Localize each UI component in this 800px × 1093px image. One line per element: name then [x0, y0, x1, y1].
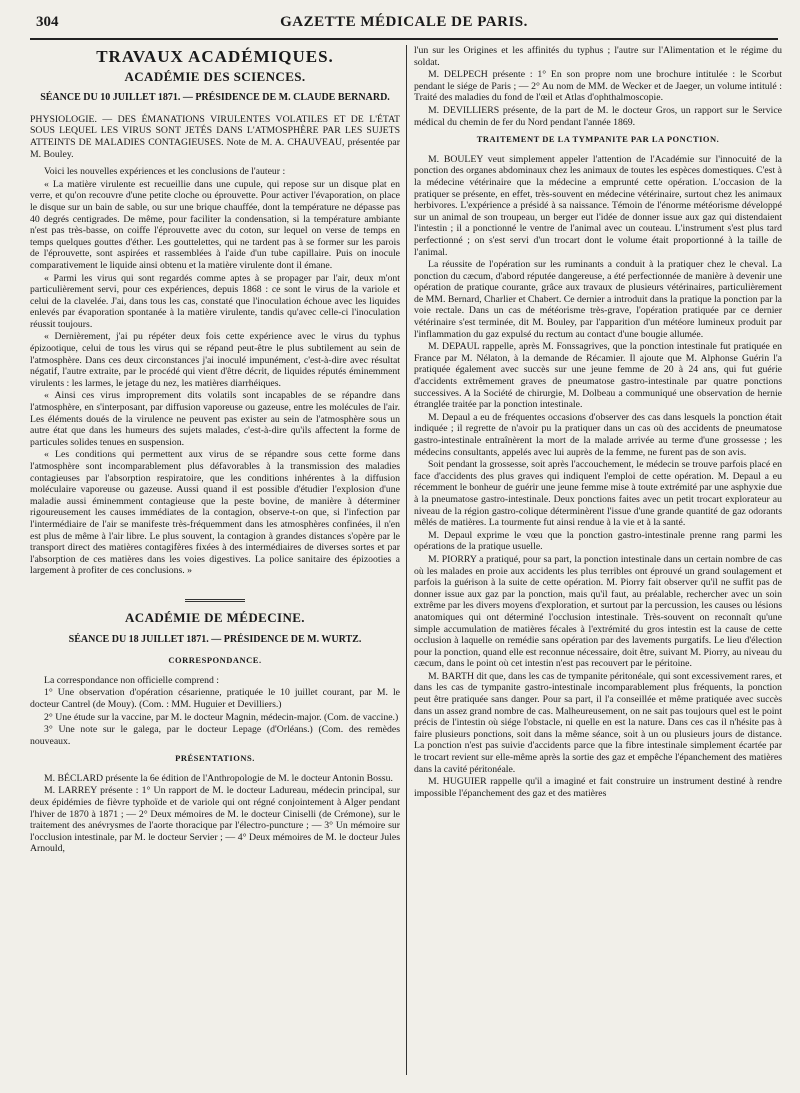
- section-separator: [185, 599, 245, 604]
- paragraph: M. PIORRY a pratiqué, pour sa part, la ponction intestinale dans un certain nombre de cas où les malades en proie aux accidents les plus terribles ont éprouvé un grand soulagement et parfois la guérison à la suite de cette opération. M. Piorry fait observer qu'il ne suffit pas de donner issue aux gaz par la ponction, mais qu'il faut, au préalable, rechercher avec un soin extrême par les divers moyens d'exploration, et surtout par la percussion, les causes ou lésions anatomiques qui ont déterminé l'occlusion intestinale. Très-souvent on reconnaît qu'une simple accumulation de matières fécales à l'extrémité du gros intestin est la cause de cette occlusion à laquelle on remédie sans opération par des lavements purgatifs. Le lieu d'élection pour la ponction, quand elle est reconnue nécessaire, doit être, suivant M. Piorry, au niveau du cæcum, dans le point où cet intestin n'est pas recouvert par le péritoine.: [414, 553, 782, 670]
- paragraph: « Parmi les virus qui sont regardés comme aptes à se propager par l'air, deux m'ont particulièrement servi, pour ces expériences, depuis 1868 : ce sont le virus de la variole et celui de la clavelée. J'ai, dans tous les cas, constaté que l'inoculation échoue avec les liquides enlevés par évaporation spontanée à la matière virulente, tandis qu'avec celle-ci l'inoculation réussit toujours.: [30, 272, 400, 330]
- paragraph: M. BARTH dit que, dans les cas de tympanite péritonéale, qui sont excessivement rares, et dans les cas de tympanite gastro-intestinale incomparablement plus fréquents, la ponction peut être pratiquée sans danger. Pour sa part, il l'a conseillée et même pratiquée avec succès dans un assez grand nombre de cas. Malheureusement, on ne sait pas toujours quel est le point précis de l'intestin où siége l'obstacle, ni quelle en est la nature. Dans ces cas il n'hésite pas à faire plusieurs ponctions, soit dans la même séance, soit à un ou plusieurs jours de distance. La ponction n'est pas suivie d'accidents parce que la fibre intestinale simplement écartée par le trocart revient sur elle-même après la sortie des gaz et empêche l'épanchement des matières dans la cavité péritonéale.: [414, 670, 782, 775]
- paragraph: M. BÉCLARD présente la 6e édition de l'Anthropologie de M. le docteur Antonin Bossu.: [44, 772, 393, 784]
- paragraph: « Ainsi ces virus improprement dits volatils sont incapables de se répandre dans l'atmosphère, en s'interposant, par diffusion vaporeuse ou gazeuse, entre les molécules de l'air. Les éléments doués de la virulence ne peuvent pas exister au sein de l'atmosphère sous un autre état que dans les humeurs des sujets malades, c'est-à-dire qu'ils affectent la forme de particules solides tenues en suspension.: [30, 390, 400, 448]
- page-header: [30, 12, 778, 40]
- page-number: 304: [36, 14, 59, 30]
- paragraph: « Dernièrement, j'ai pu répéter deux fois cette expérience avec le virus du typhus épizootique, celui de tous les virus qui se répand peut-être le plus subtilement au sein de l'atmosphère. Dans ces deux circonstances j'ai inoculé impunément, c'est-à-dire avec résultat négatif, l'autre extraite, par le procédé qui vient d'être décrit, de liquides réputés éminemment virulents : les larmes, le jetage du nez, les matières diarrhéiques.: [30, 331, 400, 389]
- journal-title: GAZETTE MÉDICALE DE PARIS.: [280, 14, 528, 30]
- paragraph: M. Depaul exprime le vœu que la ponction gastro-intestinale prenne rang parmi les opérations de la pratique usuelle.: [414, 529, 782, 553]
- seance-heading-2: SÉANCE DU 18 JUILLET 1871. — PRÉSIDENCE DE M. WURTZ.: [68, 633, 362, 645]
- list-item: 3° Une note sur le galega, par le docteur Lepage (d'Orléans.) (Com. des remèdes nouveaux.: [30, 724, 400, 747]
- seance-heading-1: SÉANCE DU 10 JUILLET 1871. — PRÉSIDENCE DE M. CLAUDE BERNARD.: [40, 92, 390, 104]
- left-column: [30, 45, 400, 1085]
- paragraph: La correspondance non officielle comprend :: [44, 674, 219, 686]
- paragraph: « La matière virulente est recueillie dans une cupule, qui repose sur un disque plat en verre, et qu'on recouvre d'une petite cloche ou éprouvette. Pour activer l'évaporation, on place le disque sur un bain de sable, ou sur une brique chauffée, dont la température ne dépasse pas 40 degrés centigrades. De même, pour faciliter la condensation, si la température ambiante n'est pas très-basse, on coiffe l'éprouvette avec du coton, sur lequel on verse de temps en temps quelques gouttes d'éther. Les gouttelettes, qui ne tardent pas à se former sur les parois de l'éprouvette, sont aspirées et rassemblées à l'aide d'un tube capillaire. Puis on inocule comparativement le liquide ainsi obtenu et la matière virulente dont il émane.: [30, 178, 400, 271]
- paragraph: Soit pendant la grossesse, soit après l'accouchement, le médecin se trouve parfois placé en face d'accidents des plus graves qui indiquent l'emploi de cette opération. M. Depaul a eu récemment le bonheur de guérir une jeune femme mise à toute extrémité par une asphyxie due à la pneumatose gastro-intestinale. Deux ponctions faites avec un petit trocart explorateur au niveau de la région gastro-colique déterminèrent l'issue d'une grande quantité de gaz odorants mêlés de matières. La tourmente fut ainsi rendue à la vie et à la santé.: [414, 459, 782, 529]
- column-divider: [406, 45, 407, 1075]
- academy-sciences-heading: ACADÉMIE DES SCIENCES.: [124, 68, 306, 84]
- paragraph: M. Depaul a eu de fréquentes occasions d'observer des cas dans lesquels la ponction était indiquée ; il regrette de n'avoir pu la pratiquer dans un cas où des accidents de pneumatose gastro-intestinale entraînèrent la mort de la malade arrivée au terme d'une grossesse ; les médecins consultants, appelés avec lui auprès de la femme, ne furent pas de son avis.: [414, 411, 782, 458]
- tympanite-subtitle: TRAITEMENT DE LA TYMPANITE PAR LA PONCTION.: [476, 134, 720, 145]
- paragraph: M. DEPAUL rappelle, après M. Fonssagrives, que la ponction intestinale fut pratiquée en France par M. Nélaton, à la demande de Récamier. Il ajoute que M. Alphonse Guérin l'a pratiquée également avec succès sur une jeune femme de 20 à 24 ans, qui fut guérie d'accidents extrêmement graves de pneumatose gastro-intestinale par quatre ponctions successives. A la Société de chirurgie, M. Dolbeau a communiqué une observation de hernie étranglée traitée par la ponction intestinale.: [414, 341, 782, 411]
- paragraph: M. BOULEY veut simplement appeler l'attention de l'Académie sur l'innocuité de la ponction des organes abdominaux chez les animaux de toutes les espèces domestiques. C'est à la médecine vétérinaire que la médecine a emprunté cette opération. L'occasion de la pratiquer se présente, en effet, très-souvent en médecine vétérinaire, surtout chez les animaux herbivores. L'expérience a présidé à sa naissance. Témoin de l'énorme météorisme développé sur un animal de son troupeau, un berger eut l'idée de donner issue aux gaz qui distendaient l'intestin ; il a ponctionné le ventre de l'animal avec un couteau. L'instrument s'est plus tard perfectionné ; on s'est servi d'un trocart dont le volume était proportionné à la taille de l'animal.: [414, 153, 782, 258]
- paragraph: M. DEVILLIERS présente, de la part de M. le docteur Gros, un rapport sur le Service médical du chemin de fer du Nord pendant l'année 1869.: [414, 104, 782, 128]
- section-title: TRAVAUX ACADÉMIQUES.: [96, 47, 334, 66]
- academy-medecine-heading: ACADÉMIE DE MÉDECINE.: [125, 609, 305, 625]
- list-item: 1° Une observation d'opération césarienne, pratiquée le 10 juillet courant, par M. le docteur Cantrel (de Mouy). (Com. : MM. Huguier et Devilliers.): [30, 687, 400, 710]
- article-abstract: PHYSIOLOGIE. — DES ÉMANATIONS VIRULENTES VOLATILES ET DE L'ÉTAT SOUS LEQUEL LES VIRUS SONT JETÉS DANS L'ATMOSPHÈRE PAR LES SUJETS ATTEINTS DE MALADIES CONTAGIEUSES. Note de M. A. CHAUVEAU, présentée par M. Bouley.: [30, 113, 400, 160]
- presentations-heading: PRÉSENTATIONS.: [175, 753, 255, 764]
- correspondance-heading: CORRESPONDANCE.: [168, 655, 262, 666]
- paragraph: La réussite de l'opération sur les ruminants a conduit à la pratiquer chez le cheval. La ponction du cæcum, d'abord réputée dangereuse, a été perfectionnée de manière à devenir une opération de pratique courante, grâce aux travaux de plusieurs vétérinaires, particulièrement de MM. Bernard, Charlier et Chabert. Ce dernier a introduit dans la pratique la ponction par la voie rectale. Dans un cas de météorisme très-grave, l'opération pratiquée par ce dernier vétérinaire s'est terminée, dit M. Bouley, par l'apparition d'un météore lumineux produit par l'inflammation du gaz expulsé du rectum au contact d'une bougie allumée.: [414, 259, 782, 340]
- list-item: 2° Une étude sur la vaccine, par M. le docteur Magnin, médecin-major. (Com. de vaccine.): [44, 711, 399, 723]
- paragraph: M. LARREY présente : 1° Un rapport de M. le docteur Ladureau, médecin principal, sur deux épidémies de fièvre typhoïde et de variole qui ont régné conjointement à Alger pendant l'hiver de 1870 à 1871 ; — 2° Deux mémoires de M. le docteur Ciniselli (de Crémone), sur le traitement des anévrysmes de l'aorte thoracique par l'électro-puncture ; — 3° Un mémoire sur l'occlusion intestinale, par M. le docteur Servier ; — 4° Deux mémoires de M. le docteur Jules Arnould,: [30, 785, 400, 855]
- right-column: [414, 45, 782, 1085]
- paragraph: M. HUGUIER rappelle qu'il a imaginé et fait construire un instrument destiné à rendre impossible l'épanchement des gaz et des matières: [414, 776, 782, 799]
- paragraph: l'un sur les Origines et les affinités du typhus ; l'autre sur l'Alimentation et le régime du soldat.: [414, 45, 782, 68]
- paragraph: « Les conditions qui permettent aux virus de se répandre sous cette forme dans l'atmosphère sont incomparablement plus défavorables à la transmission des maladies contagieuses par l'absorption respiratoire, que les conditions inhérentes à la diffusion moléculaire vaporeuse ou gazeuse. Aussi quand il est possible d'étudier l'explosion d'une maladie aussi éminemment contagieuse que la peste bovine, de manière à déterminer rigoureusement les causes immédiates de la contagion, observe-t-on que, si l'infection par l'intermédiaire de l'air se manifeste très-fréquemment dans les atmosphères confinées, il n'en est plus de même à l'air libre. Le plus souvent, la contagion à grandes distances s'opère par le transport direct des matières contagifères fixées à des intermédiaires de diverses sortes et par l'absorption de ces matières dans les voies digestives. La police sanitaire des épizooties a largement à profiter de ces conclusions. »: [30, 449, 400, 577]
- paragraph: Voici les nouvelles expériences et les conclusions de l'auteur :: [44, 166, 286, 178]
- paragraph: M. DELPECH présente : 1° En son propre nom une brochure intitulée : le Scorbut pendant le siége de Paris ; — 2° Au nom de MM. de Wecker et de Jaeger, un volume intitulé : Traité des maladies du fond de l'œil et Atlas d'ophthalmoscopie.: [414, 69, 782, 104]
